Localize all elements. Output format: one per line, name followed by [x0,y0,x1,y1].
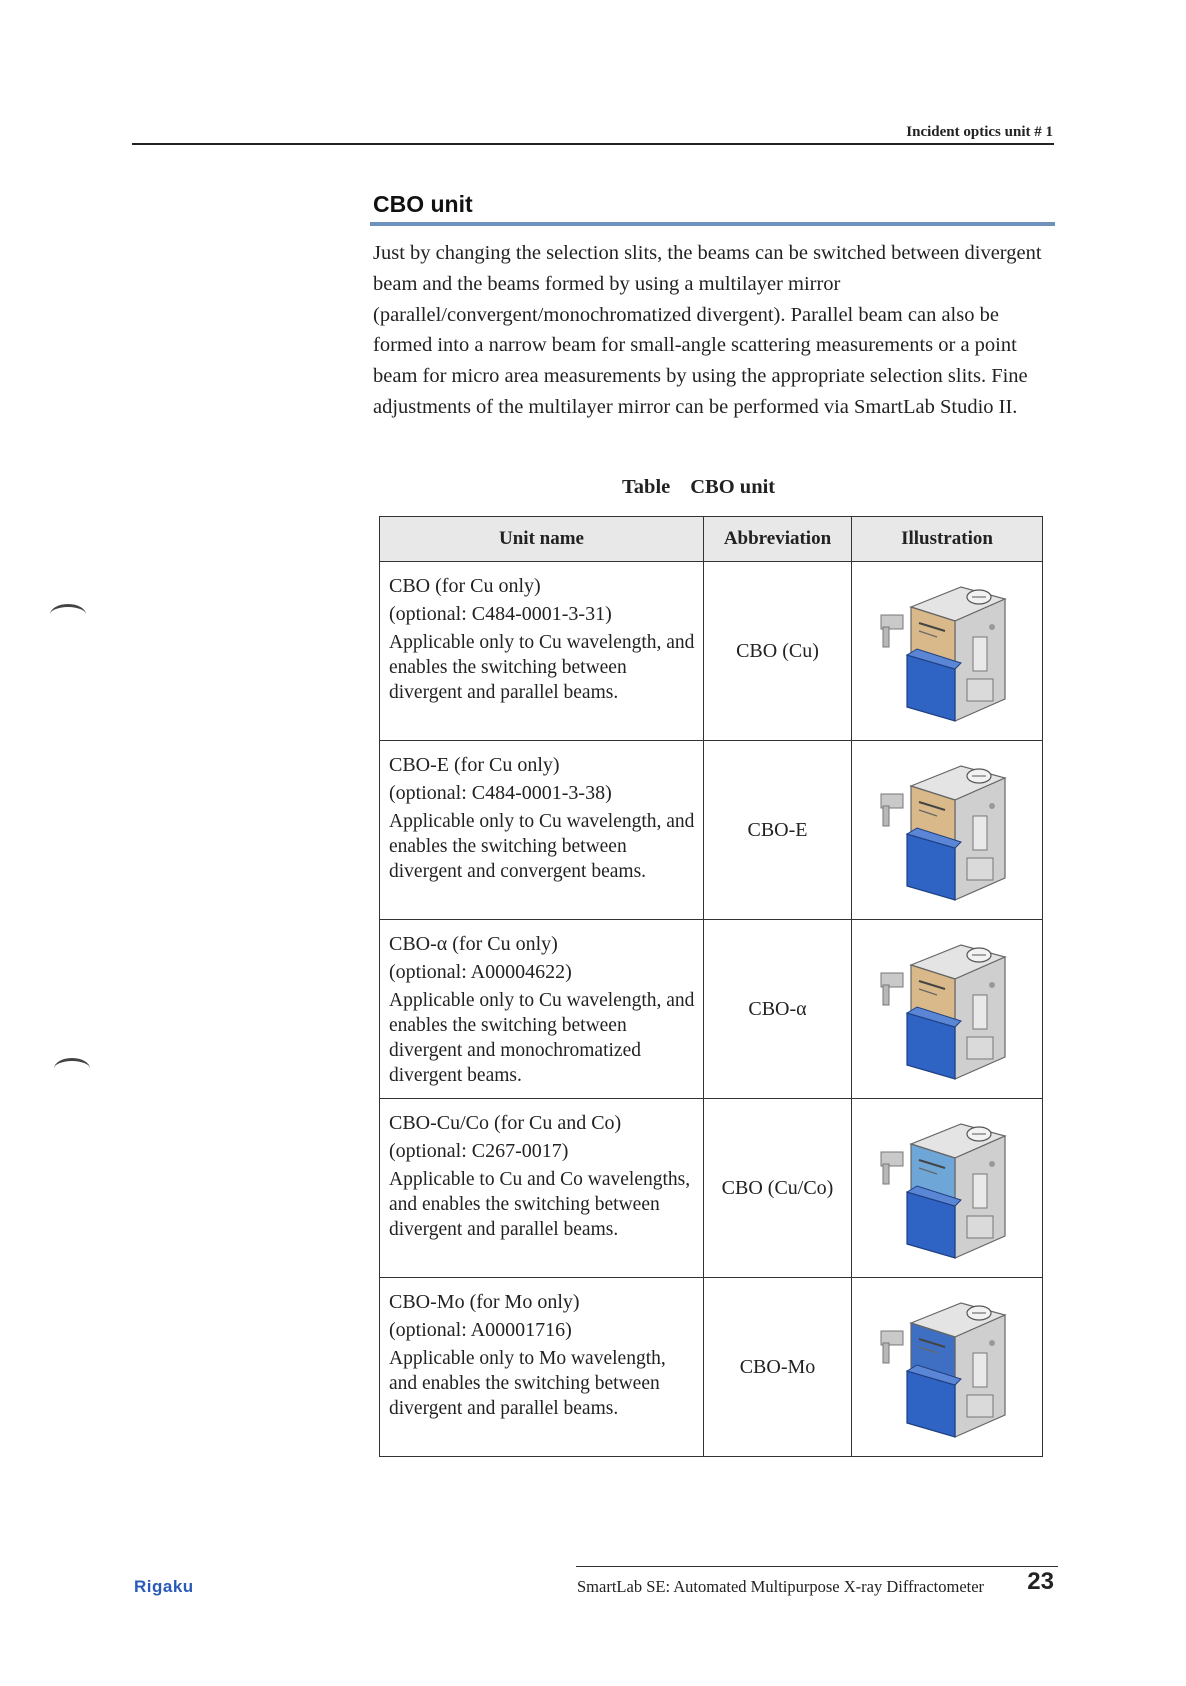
abbreviation-cell: CBO-α [704,920,852,1099]
illustration-cell [852,741,1043,920]
section-header-label: Incident optics unit # 1 [906,124,1053,140]
unit-description: Applicable only to Cu wavelength, and enables the switching between divergent and parallel beams. [389,632,695,703]
footer-document-title: SmartLab SE: Automated Multipurpose X-ray Diffractometer [577,1577,985,1596]
cbo-e-unit-illustration [877,756,1017,904]
unit-description: Applicable only to Cu wavelength, and enables the switching between divergent and monochromatized divergent beams. [389,990,695,1086]
intro-paragraph: Just by changing the selection slits, the beams can be switched between divergent beam and the beams formed by using a multilayer mirror (parallel/convergent/monochromatized divergent). Parallel beam can also be formed into a narrow beam for small-angle scattering measurements or a point beam for micro area measurements by using the appropriate selection slits. Fine adjustments of the multilayer mirror can be performed via SmartLab Studio II. [373,242,1042,418]
abbreviation-cell: CBO (Cu) [704,562,852,741]
binder-hole-top [50,604,86,625]
table-header-row [380,517,1043,562]
table-row [380,741,1043,920]
unit-part-number: (optional: C484-0001-3-38) [389,782,612,804]
unit-name-cell [380,920,704,1099]
rigaku-logo: Rigaku [134,1577,194,1596]
unit-name-cell [380,1278,704,1457]
illustration-cell [852,920,1043,1099]
unit-part-number: (optional: C267-0017) [389,1140,569,1162]
illustration-cell [852,1278,1043,1457]
unit-part-number: (optional: A00001716) [389,1319,572,1341]
abbreviation-cell: CBO (Cu/Co) [704,1099,852,1278]
page-number: 23 [1027,1568,1054,1595]
illustration-cell [852,562,1043,741]
unit-name-title: CBO (for Cu only) [389,575,541,597]
cbo-cu-unit-illustration [877,577,1017,725]
table-row [380,1278,1043,1457]
unit-name-cell [380,741,704,920]
footer-divider [576,1566,1058,1567]
table-caption [622,476,775,499]
table-row [380,562,1043,741]
section-title-underline [370,222,1055,226]
unit-name-title: CBO-Mo (for Mo only) [389,1291,580,1313]
unit-part-number: (optional: C484-0001-3-31) [389,603,612,625]
binder-hole-bottom [54,1058,90,1079]
unit-name-cell [380,562,704,741]
table-caption-title: CBO unit [690,476,776,498]
unit-description: Applicable only to Mo wavelength, and enables the switching between divergent and parallel beams. [389,1348,666,1419]
unit-name-title: CBO-E (for Cu only) [389,754,560,776]
table-caption-label: Table [622,476,671,498]
unit-name-cell [380,1099,704,1278]
cbo-unit-table [379,516,1043,1457]
unit-name-title: CBO-α (for Cu only) [389,933,558,955]
unit-name-title: CBO-Cu/Co (for Cu and Co) [389,1112,622,1134]
cbo-alpha-unit-illustration [877,935,1017,1083]
table-row [380,1099,1043,1278]
table-row [380,920,1043,1099]
abbreviation-cell: CBO-E [704,741,852,920]
cbo-mo-unit-illustration [877,1293,1017,1441]
header-divider [132,143,1054,145]
section-title: CBO unit [373,191,473,217]
cbo-cu-co-unit-illustration [877,1114,1017,1262]
unit-description: Applicable only to Cu wavelength, and enables the switching between divergent and convergent beams. [389,811,695,882]
abbreviation-cell: CBO-Mo [704,1278,852,1457]
unit-part-number: (optional: A00004622) [389,961,572,983]
header-illustration: Illustration [852,517,1043,562]
header-abbreviation: Abbreviation [704,517,852,562]
unit-description: Applicable to Cu and Co wavelengths, and enables the switching between divergent and parallel beams. [389,1169,691,1240]
illustration-cell [852,1099,1043,1278]
header-unit-name: Unit name [380,517,704,562]
